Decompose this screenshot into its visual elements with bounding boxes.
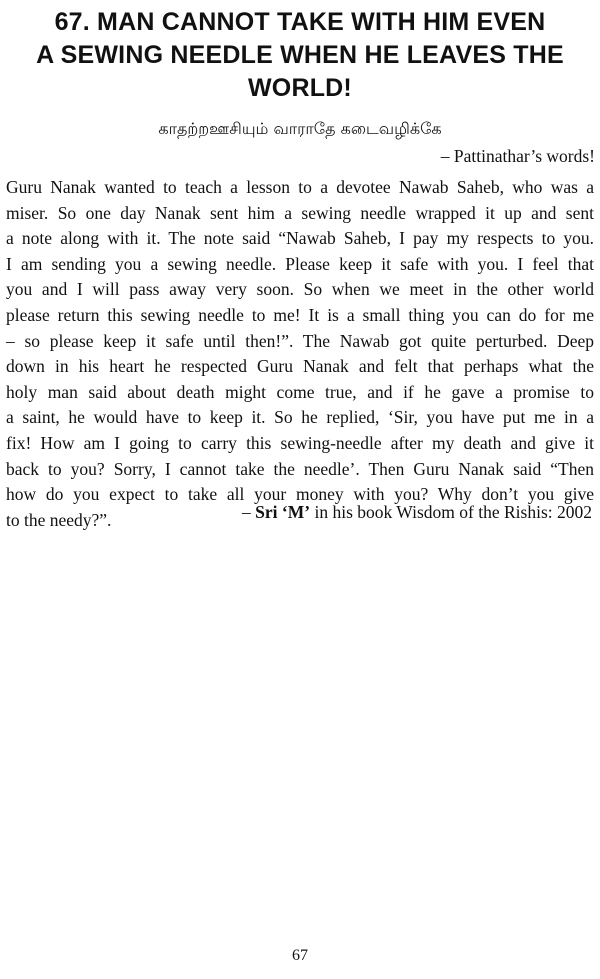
paragraph-line: how do you expect to take all your money with you? Why don’t you give xyxy=(6,484,594,505)
attribution-author: Sri ‘M’ xyxy=(255,502,311,522)
chapter-title xyxy=(10,6,590,105)
paragraph-line: you and I will pass away very soon. So when we meet in the other world xyxy=(6,279,594,300)
story-paragraph xyxy=(6,175,594,533)
chapter-title-line: A SEWING NEEDLE WHEN HE LEAVES THE xyxy=(36,41,564,69)
epigraph-source: – Pattinathar’s words! xyxy=(440,146,595,166)
attribution-dash: – xyxy=(242,502,256,522)
paragraph-line: please return this sewing needle to me! It is a small thing you can do for me xyxy=(6,304,594,325)
paragraph-line: down in his heart he respected Guru Nanak and felt that perhaps what the xyxy=(6,356,594,377)
paragraph-line: – so please keep it safe until then!”. The Nawab got quite perturbed. Deep xyxy=(6,330,594,351)
paragraph-line: to the needy?”. xyxy=(6,509,112,530)
page-number: 67 xyxy=(292,947,308,964)
paragraph-line: I am sending you a sewing needle. Please keep it safe with you. I feel that xyxy=(6,253,594,274)
chapter-title-line: WORLD! xyxy=(248,74,352,102)
paragraph-line: holy man said about death might come true, and if he gave a promise to xyxy=(6,381,594,402)
chapter-title-line: 67. MAN CANNOT TAKE WITH HIM EVEN xyxy=(54,8,546,36)
attribution-source: in his book Wisdom of the Rishis: 2002 xyxy=(310,502,592,522)
paragraph-line: fix! How am I going to carry this sewing-needle after my death and give it xyxy=(6,432,594,453)
attribution xyxy=(242,500,592,524)
paragraph-line: back to you? Sorry, I cannot take the needle’. Then Guru Nanak said “Then xyxy=(6,458,594,479)
paragraph-line: a note along with it. The note said “Nawab Saheb, I pay my respects to you. xyxy=(6,228,594,249)
paragraph-line: miser. So one day Nanak sent him a sewing needle wrapped it up and sent xyxy=(6,202,594,223)
tamil-epigraph: காதற்றஊசியும் வாராதே கடைவழிக்கே xyxy=(158,119,442,138)
paragraph-line: Guru Nanak wanted to teach a lesson to a devotee Nawab Saheb, who was a xyxy=(6,177,594,197)
paragraph-line: a saint, he would have to keep it. So he replied, ‘Sir, you have put me in a xyxy=(6,407,594,428)
